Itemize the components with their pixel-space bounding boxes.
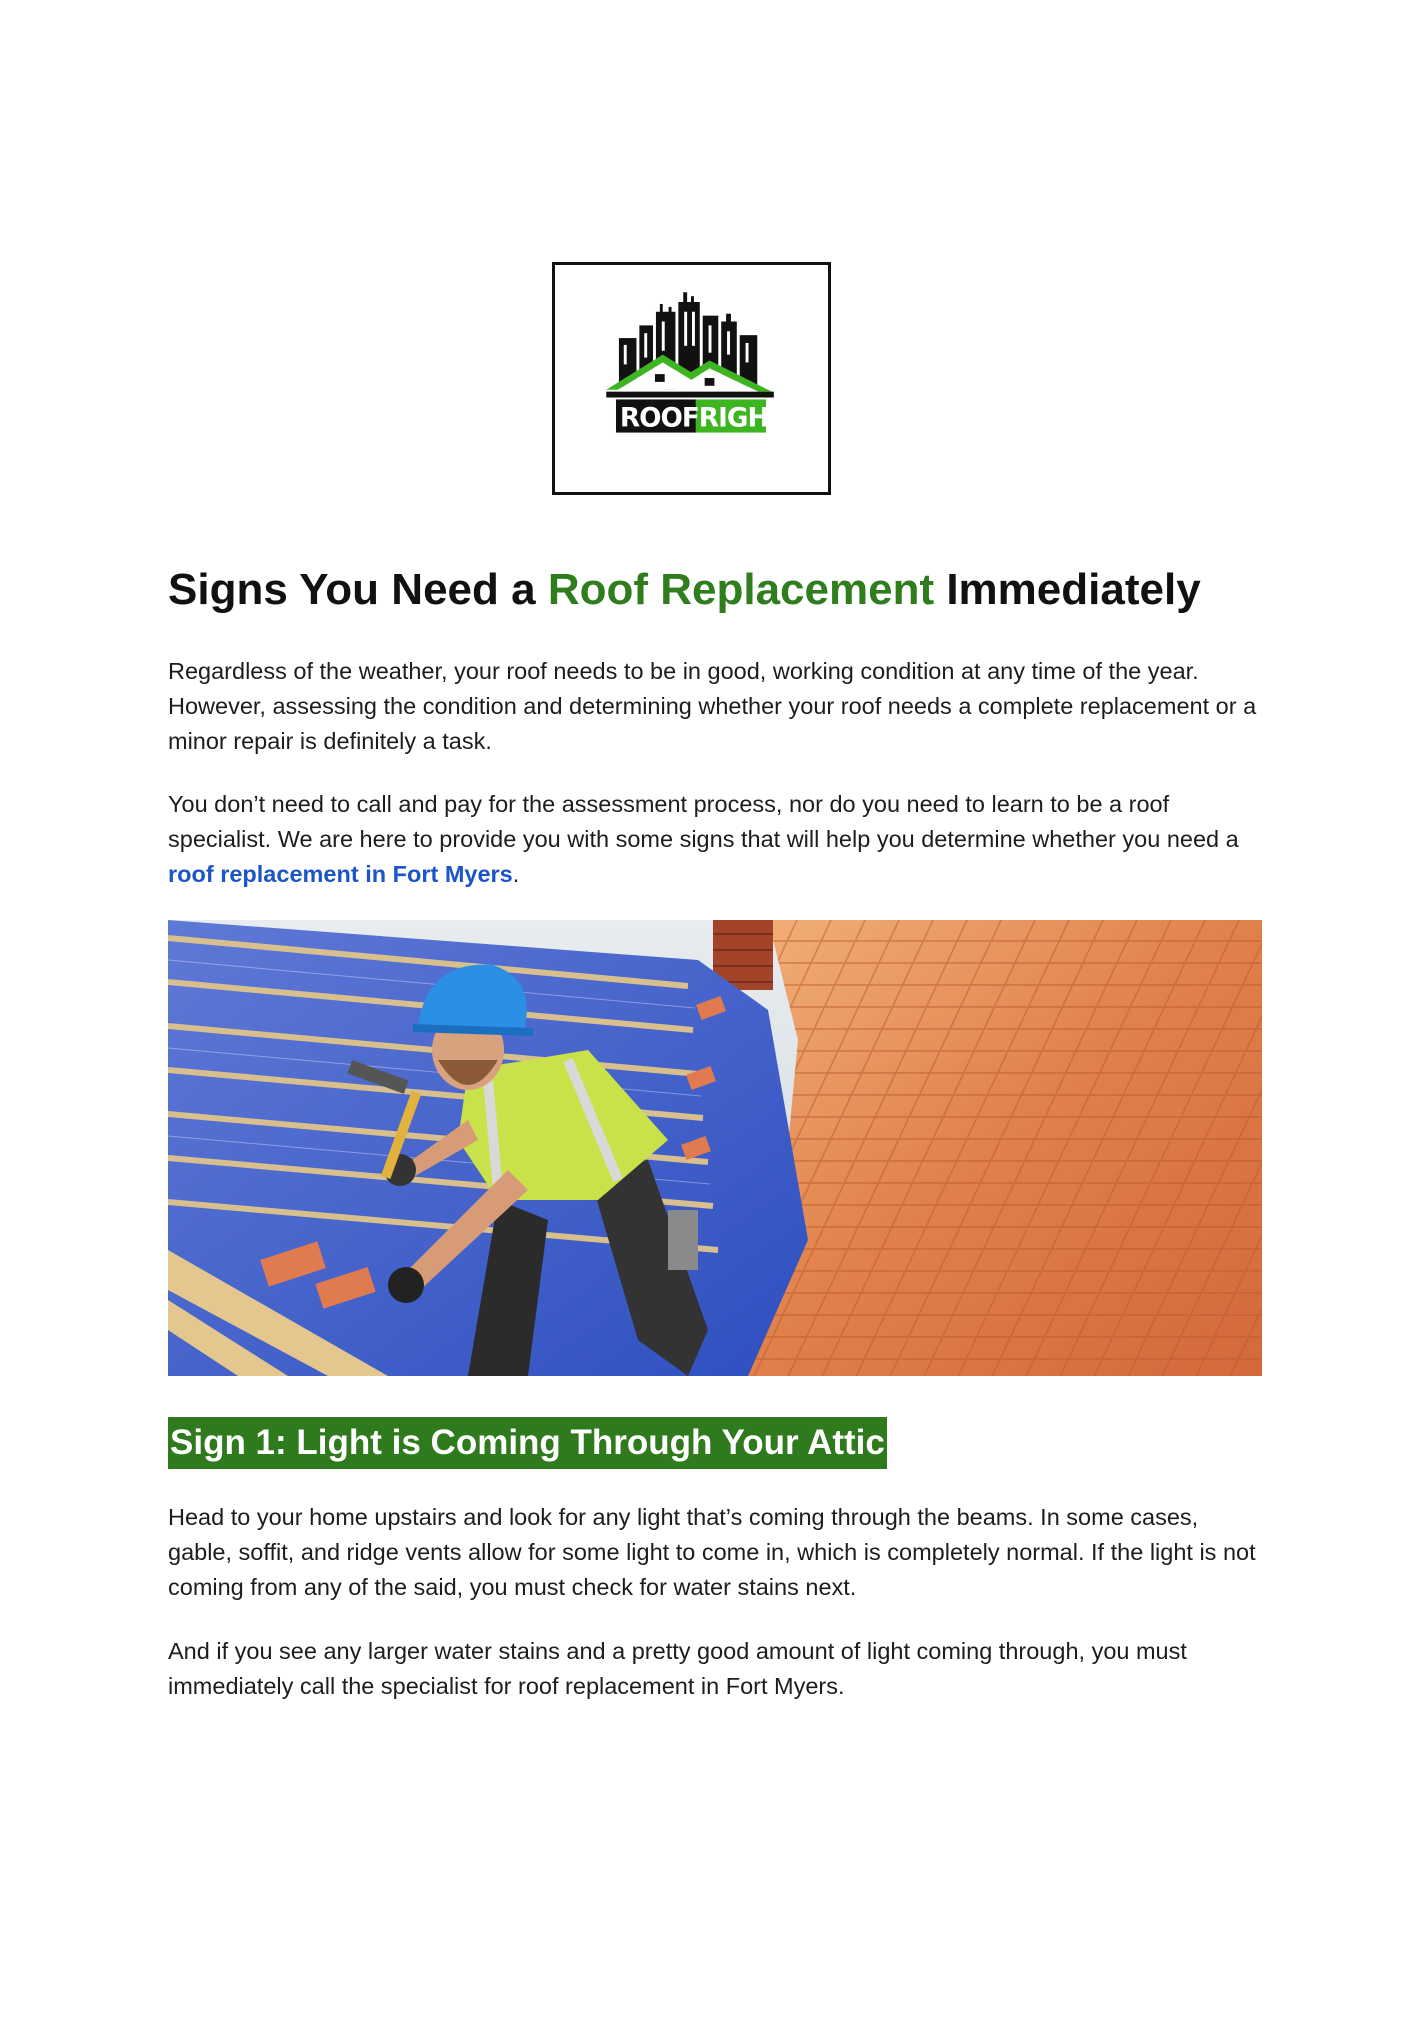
roofer-installing-clay-tiles-icon [168, 920, 1262, 1376]
logo-word-roof: ROOF [619, 403, 699, 434]
title-part-1: Signs You Need a [168, 565, 548, 614]
logo-word-right: RIGHT [698, 403, 786, 434]
city-skyline-roof-logo-icon [555, 265, 828, 492]
second-paragraph-end: . [512, 861, 520, 887]
roof-replacement-fort-myers-link[interactable]: roof replacement in Fort Myers [168, 861, 513, 887]
title-accent: Roof Replacement [547, 565, 935, 614]
sign-1-paragraph-1: Head to your home upstairs and look for any light that’s coming through the beams. In some cases, gable, soffit, and ridge vents allow for some light to come in, which is completely normal. If the light is not coming from any of the said, you must check for water stains next. [168, 1504, 1256, 1600]
second-paragraph-text: You don’t need to call and pay for the assessment process, nor do you need to learn to be a roof specialist. We are here to provide you with some signs that will help you determine whether you need a [168, 791, 1239, 852]
intro-paragraph: Regardless of the weather, your roof needs to be in good, working condition at any time of the year. However, assessing the condition and determining whether your roof needs a complete replacement or a minor repair is definitely a task. [168, 658, 1257, 754]
article-title [168, 560, 1288, 620]
sign-1-paragraph-2: And if you see any larger water stains and a pretty good amount of light coming through, you must immediately call the specialist for roof replacement in Fort Myers. [168, 1638, 1187, 1699]
roofer-hero-image [168, 920, 1262, 1376]
title-part-2: Immediately [934, 565, 1201, 614]
sign-1-heading: Sign 1: Light is Coming Through Your Attic [168, 1417, 887, 1469]
roof-right-logo [552, 262, 831, 495]
second-paragraph [168, 787, 1268, 892]
